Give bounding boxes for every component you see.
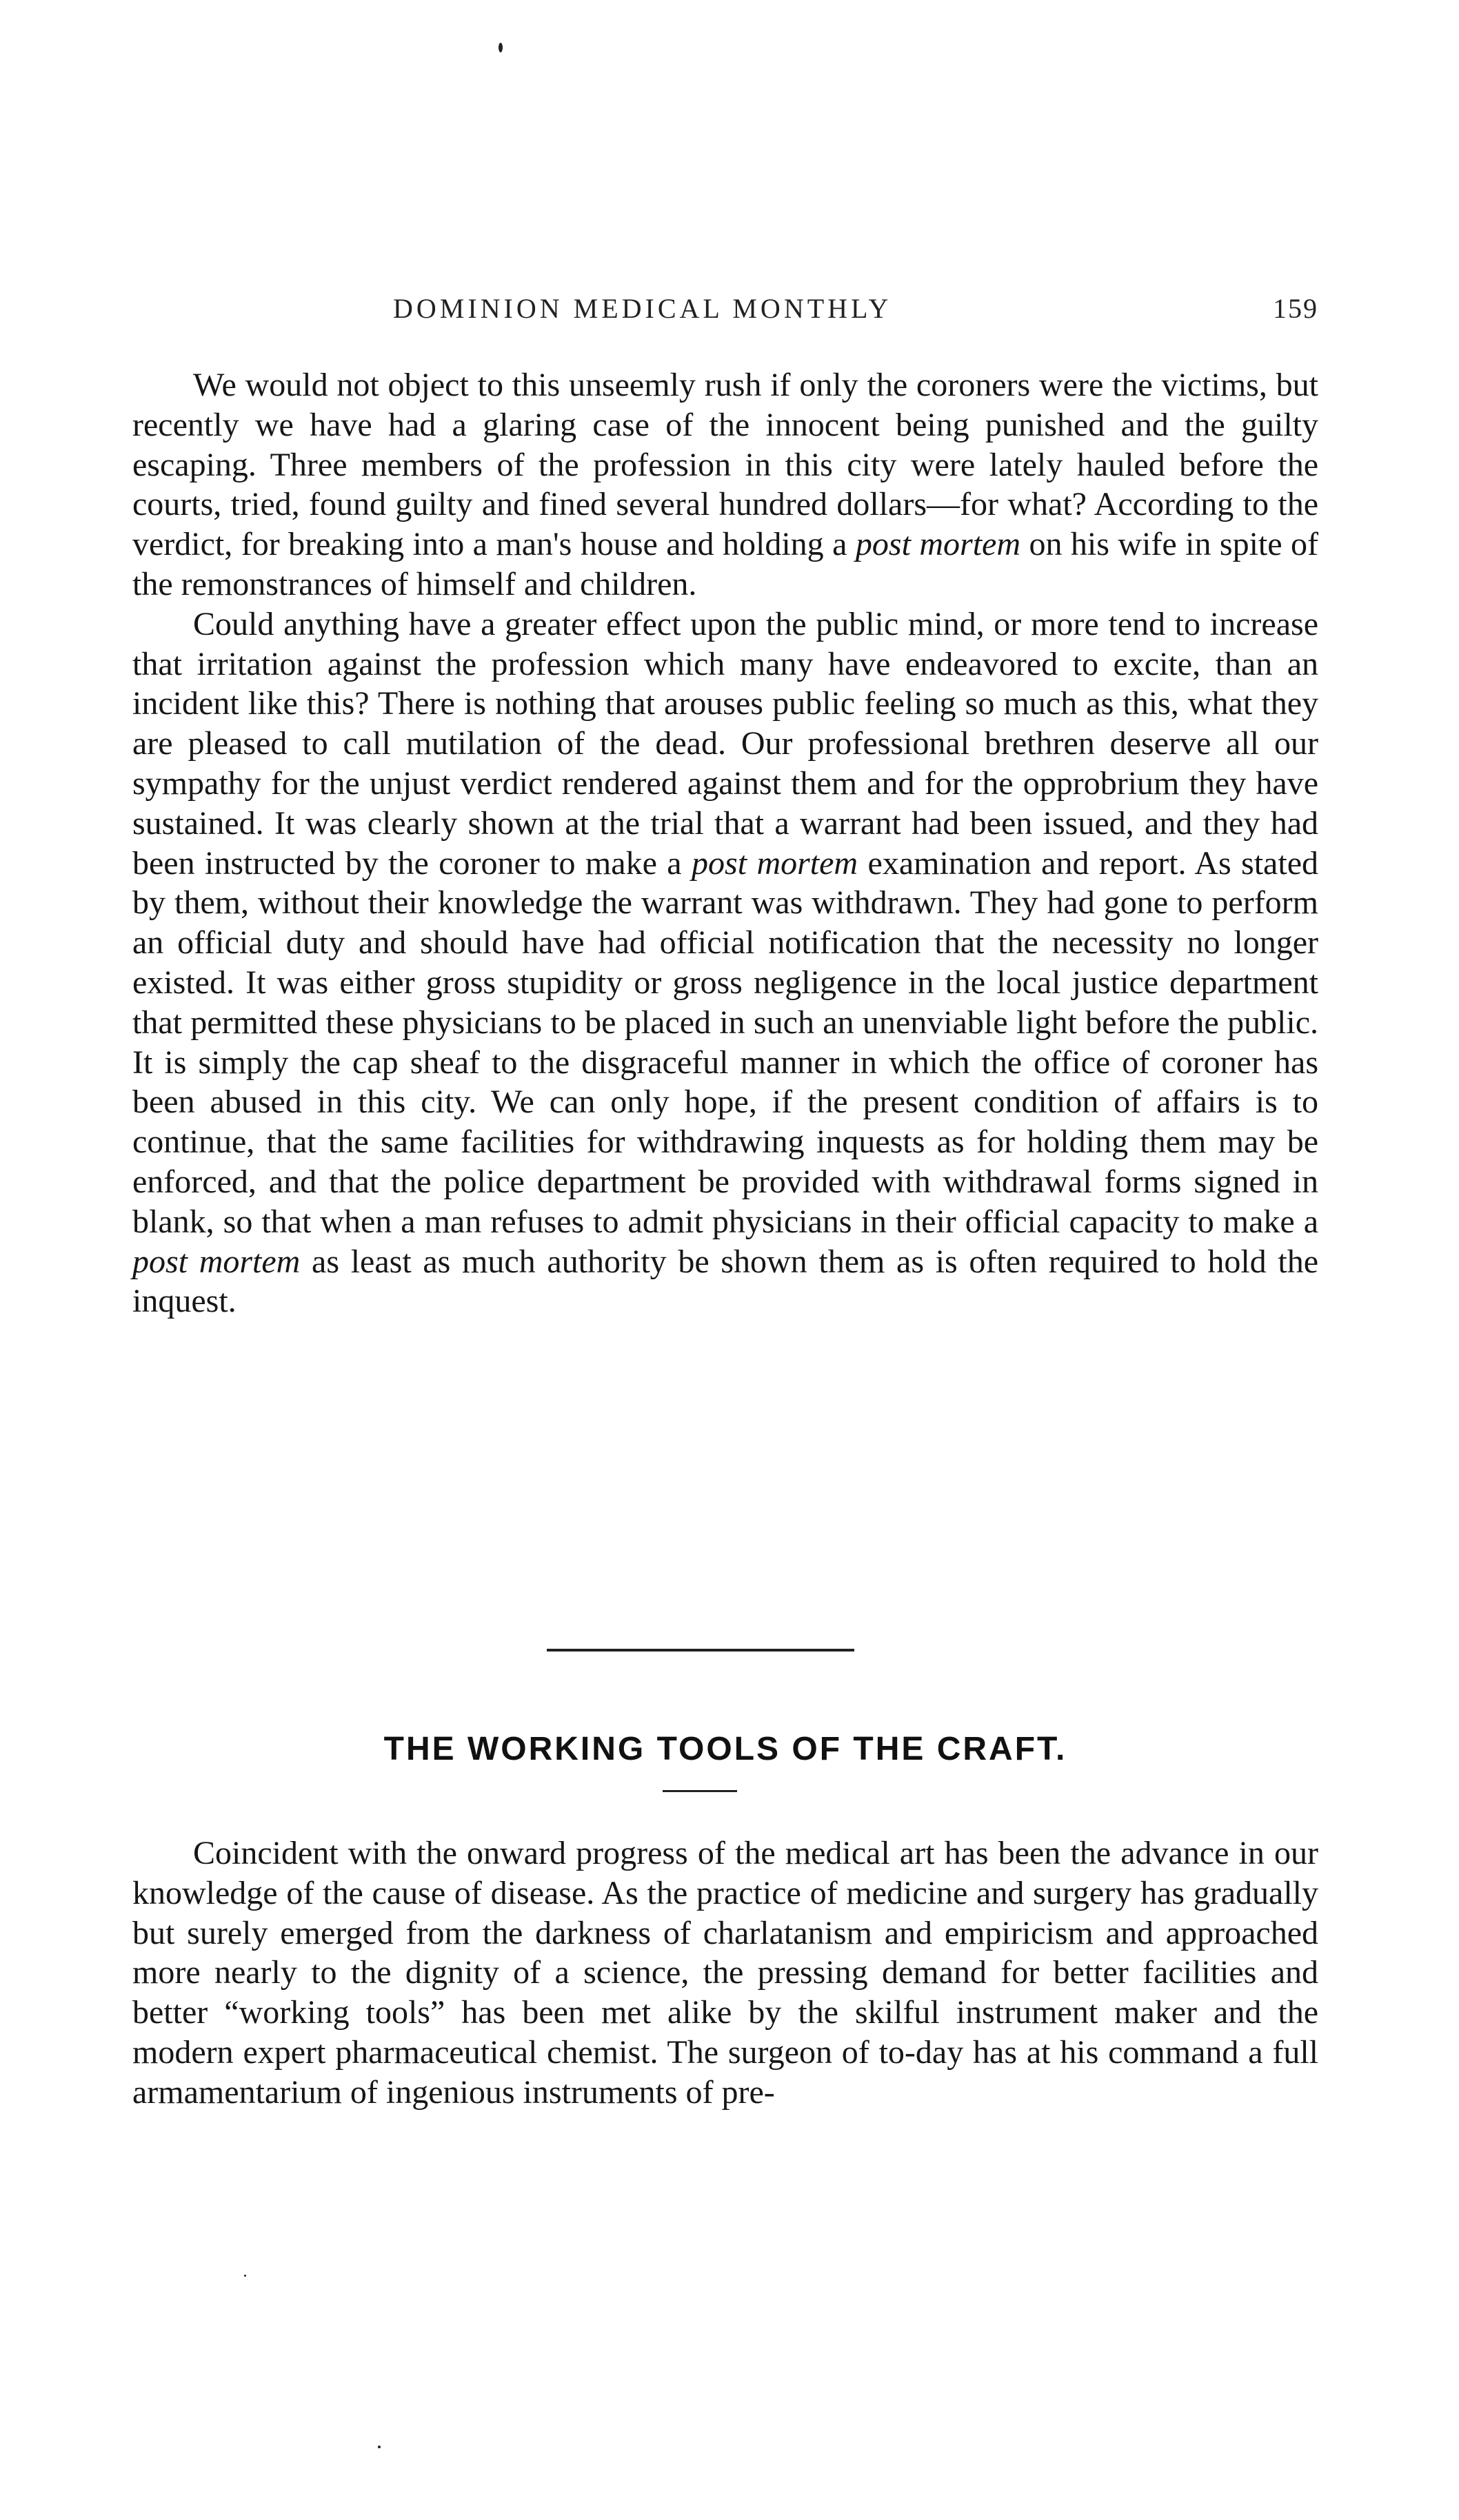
latin-term: post mortem (855, 526, 1021, 563)
page-number: 159 (1273, 293, 1318, 324)
text-run: on his wife in spite of the remonstrances of himself and children. (132, 526, 1319, 602)
print-speck (244, 2275, 246, 2277)
article-paragraph: Coincident with the onward progress of the medical art has been the advance in our knowledge of the cause of disease. As the practice of medicine and surgery has gradually but surely emerged from the darkness of charlatanism and empiricism and approached more nearly to the dignity of a science, the pressing demand for better facilities and better “working tools” has been met alike by the skilful instrument maker and the modern expert pharmaceutical chemist. The surgeon of to-day has at his command a full armamentarium of ingenious instruments of pre- (132, 1835, 1318, 2111)
latin-term: post mortem (692, 844, 858, 882)
editorial-paragraph (132, 365, 1318, 604)
section-heading: THE WORKING TOOLS OF THE CRAFT. (383, 1731, 1067, 1767)
latin-term: post mortem (132, 1243, 301, 1280)
article-text (132, 1833, 1318, 2113)
text-run: Could anything have a greater effect upon the public mind, or more tend to increase that irritation against the profession which many have endeavored to excite, than an incident like this? There is nothing that arouses public feeling so much as this, what they are pleased to call mutilation of the dead. Our professional brethren deserve all our sympathy for the unjust verdict rendered against them and for the opprobrium they have sustained. It was clearly shown at the trial that a warrant had been issued, and they had been instructed by the coroner to make a (132, 605, 1318, 882)
text-run: as least as much authority be shown them as is often required to hold the inquest. (132, 1243, 1319, 1320)
running-head (131, 292, 1318, 334)
section-divider (547, 1649, 854, 1652)
print-speck (499, 43, 503, 52)
editorial-text (132, 365, 1318, 1321)
print-speck (378, 2446, 381, 2448)
text-run: examination and report. As stated by them, without their knowledge the warrant was withdrawn. They had gone to perform an official duty and should have had official notification that the necessity no longer existed. It was either gross stupidity or gross negligence in the local justice department that permitted these physicians to be placed in such an unenviable light before the public. It is simply the cap sheaf to the disgraceful manner in which the office of coroner has been abused in this city. We can only hope, if the present condition of affairs is to continue, that the same facilities for withdrawing inquests as for holding them may be enforced, and that the police department be provided with withdrawal forms signed in blank, so that when a man refuses to admit physicians in their official capacity to make a (132, 844, 1318, 1240)
text-run: We would not object to this unseemly rush if only the coroners were the victims, but recently we have had a glaring case of the innocent being punished and the guilty escaping. Three members of the profession in this city were lately hauled before the courts, tried, found guilty and fined several hundred dollars—for what? According to the verdict, for breaking into a man's house and holding a (132, 367, 1318, 563)
editorial-paragraph (132, 604, 1318, 1321)
heading-underline (663, 1790, 737, 1792)
journal-title: DOMINION MEDICAL MONTHLY (393, 293, 892, 324)
